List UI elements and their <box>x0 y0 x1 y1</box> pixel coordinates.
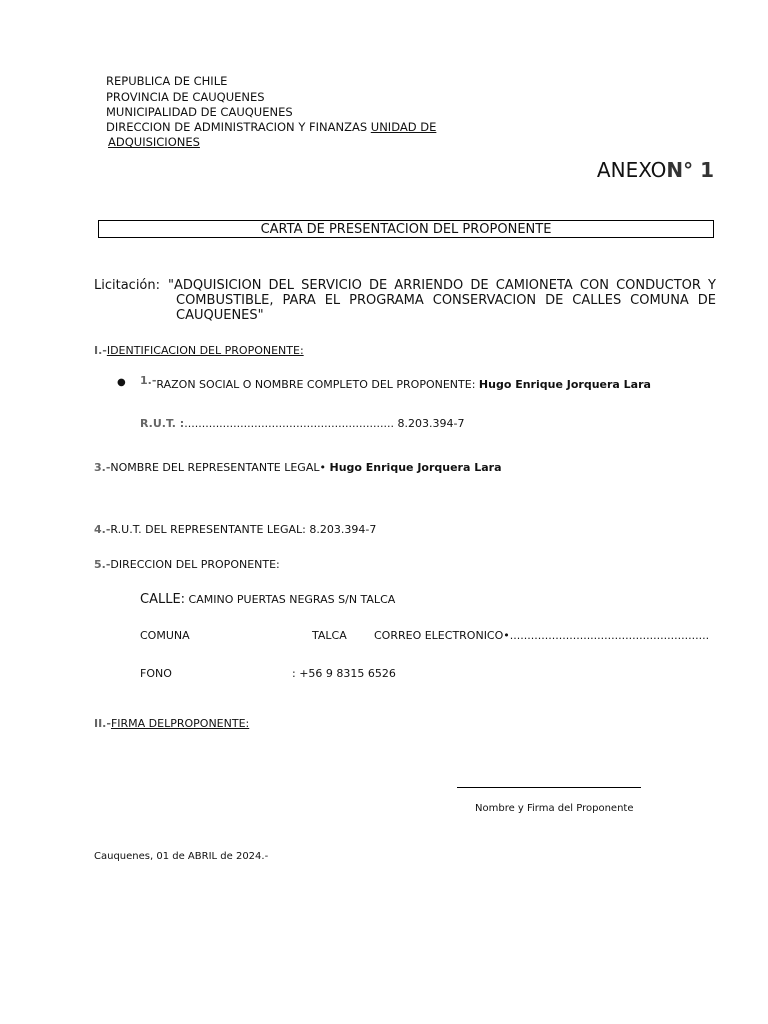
correo-label: CORREO ELECTRONICO• <box>374 629 510 642</box>
header-line-adquisiciones: ADQUISICIONES <box>108 135 200 149</box>
section-1-heading <box>94 344 304 357</box>
item-1-label: RAZON SOCIAL O NOMBRE COMPLETO DEL PROPONENTE: <box>156 378 479 391</box>
section-1-number: I.- <box>94 344 107 357</box>
correo-row <box>374 629 709 642</box>
item-4-text: R.U.T. DEL REPRESENTANTE LEGAL: 8.203.394-7 <box>110 523 377 536</box>
header-line-provincia: PROVINCIA DE CAUQUENES <box>106 90 265 104</box>
section-1-label: IDENTIFICACION DEL PROPONENTE: <box>106 344 304 357</box>
section-2-label: FIRMA DELPROPONENTE: <box>110 717 250 730</box>
anexo-title <box>597 158 714 182</box>
anexo-number: N° 1 <box>666 158 714 182</box>
fono-value: : +56 9 8315 6526 <box>292 667 396 680</box>
header-unidad-text: UNIDAD DE <box>370 120 437 134</box>
rut-dots: ............................................................ <box>184 417 395 430</box>
calle-row <box>140 592 395 607</box>
header-line-direccion <box>106 120 436 135</box>
item-5-label: DIRECCION DEL PROPONENTE: <box>110 558 280 571</box>
item-1-number: 1.- <box>140 374 157 387</box>
section-2-heading <box>94 717 249 730</box>
item-rut <box>140 417 464 430</box>
item-1-value: Hugo Enrique Jorquera Lara <box>478 378 651 391</box>
header-direccion-text: DIRECCION DE ADMINISTRACION Y FINANZAS <box>106 120 371 134</box>
document-title: CARTA DE PRESENTACION DEL PROPONENTE <box>98 220 714 238</box>
signature-line <box>457 787 641 788</box>
item-3-value: Hugo Enrique Jorquera Lara <box>329 461 502 474</box>
anexo-word: ANEXO <box>596 158 667 182</box>
calle-label: CALLE: <box>140 592 186 607</box>
item-1-razon-social <box>140 374 651 391</box>
bullet-icon: ● <box>117 377 126 388</box>
comuna-value: TALCA <box>312 629 347 642</box>
fono-label: FONO <box>140 667 172 680</box>
item-5-number: 5.- <box>94 558 111 571</box>
signature-caption: Nombre y Firma del Proponente <box>475 803 634 814</box>
item-5-direccion <box>94 558 280 571</box>
header-line-republica: REPUBLICA DE CHILE <box>106 74 228 88</box>
licitacion-text: "ADQUISICION DEL SERVICIO DE ARRIENDO DE CAMIONETA CON CONDUCTOR Y COMBUSTIBLE, PARA EL PROGRAMA CONSERVACION DE CALLES COMUNA DE CAUQUENES" <box>168 278 716 323</box>
comuna-label: COMUNA <box>140 629 190 642</box>
item-3-representante <box>94 461 502 474</box>
licitacion-block <box>94 278 716 323</box>
footer-date: Cauquenes, 01 de ABRIL de 2024.- <box>94 851 269 862</box>
calle-value: CAMINO PUERTAS NEGRAS S/N TALCA <box>185 593 396 606</box>
licitacion-label: Licitación: <box>94 278 161 293</box>
item-4-rut-representante <box>94 523 376 536</box>
item-3-label: NOMBRE DEL REPRESENTANTE LEGAL• <box>110 461 330 474</box>
header-line-municipalidad: MUNICIPALIDAD DE CAUQUENES <box>106 105 293 119</box>
rut-label: R.U.T. : <box>140 417 185 430</box>
section-2-number: II.- <box>94 717 111 730</box>
item-4-number: 4.- <box>94 523 111 536</box>
correo-dots: ......................................................... <box>509 629 710 642</box>
item-3-number: 3.- <box>94 461 111 474</box>
rut-value: 8.203.394-7 <box>394 417 465 430</box>
